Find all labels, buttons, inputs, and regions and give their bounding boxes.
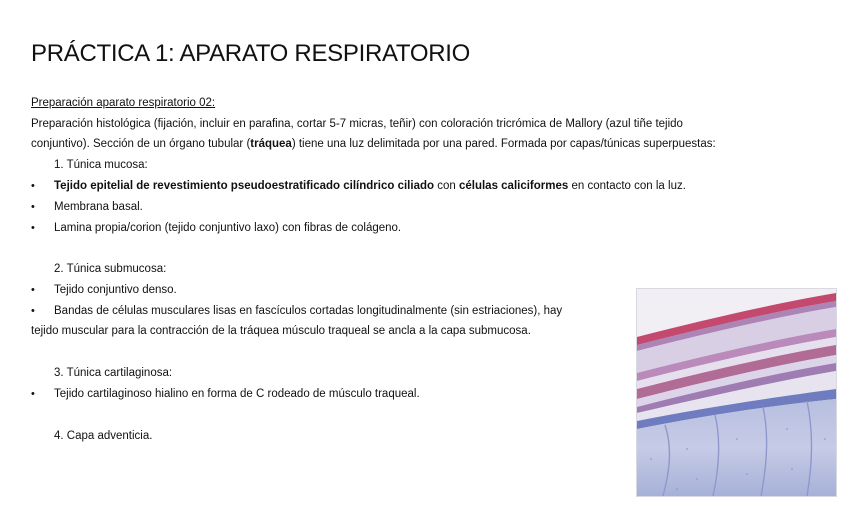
trachea-micrograph-image [636, 288, 837, 497]
intro-text-c: ) tiene una luz delimitada por una pared. Formada por capas/túnicas superpuestas: [291, 138, 716, 150]
submucosa-heading: 2. Túnica submucosa: [54, 263, 167, 275]
bullet-icon: • [31, 388, 35, 400]
bullet-icon: • [31, 180, 35, 192]
bullet-icon: • [31, 201, 35, 213]
adventicia-heading: 4. Capa adventicia. [54, 430, 153, 442]
intro-text-bold: tráquea [250, 138, 292, 150]
mucosa-item-1-mid: con [434, 180, 459, 192]
subtitle: Preparación aparato respiratorio 02: [31, 97, 216, 109]
mucosa-item-1-bold2: células caliciformes [458, 180, 569, 192]
mucosa-item-3: Lamina propia/corion (tejido conjuntivo laxo) con fibras de colágeno. [54, 222, 402, 234]
cartilaginosa-heading: 3. Túnica cartilaginosa: [54, 367, 173, 379]
bullet-icon: • [31, 222, 35, 234]
bullet-icon: • [31, 305, 35, 317]
bullet-icon: • [31, 284, 35, 296]
submucosa-item-1: Tejido conjuntivo denso. [54, 284, 177, 296]
submucosa-item-2a: Bandas de células musculares lisas en fascículos cortadas longitudinalmente (sin estriaciones), hay [54, 305, 563, 317]
submucosa-item-2b: tejido muscular para la contracción de la tráquea músculo traqueal se ancla a la capa submucosa. [31, 325, 531, 337]
intro-line-2 [31, 137, 716, 151]
mucosa-item-2: Membrana basal. [54, 201, 143, 213]
mucosa-item-1-bold: Tejido epitelial de revestimiento pseudoestratificado cilíndrico ciliado [54, 180, 435, 192]
mucosa-heading: 1. Túnica mucosa: [54, 159, 148, 171]
cartilaginosa-item-1: Tejido cartilaginoso hialino en forma de C rodeado de músculo traqueal. [54, 388, 420, 400]
intro-line-1: Preparación histológica (fijación, incluir en parafina, cortar 5-7 micras, teñir) con coloración tricrómica de Mallory (azul tiñe tejido [31, 118, 683, 130]
intro-text-a: conjuntivo). Sección de un órgano tubular ( [31, 138, 251, 150]
mucosa-item-1 [54, 179, 686, 193]
mucosa-item-1-end: en contacto con la luz. [568, 180, 686, 192]
page-title: PRÁCTICA 1: APARATO RESPIRATORIO [31, 40, 470, 67]
micrograph-trachea-icon [637, 289, 836, 496]
